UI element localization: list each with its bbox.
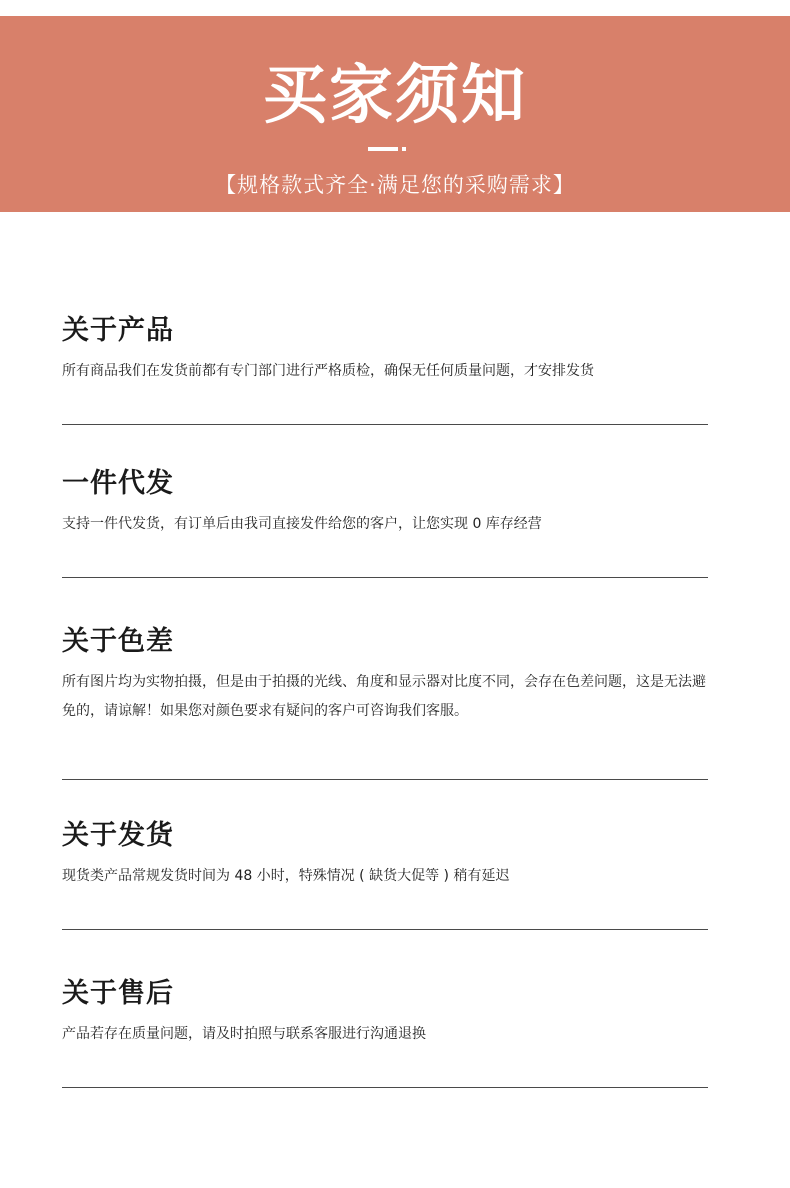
section-text: 现货类产品常规发货时间为 48 小时，特殊情况 ( 缺货大促等 ) 稍有延迟	[62, 868, 510, 884]
section-text: 所有商品我们在发货前都有专门部门进行严格质检，确保无任何质量问题，才安排发货	[62, 363, 594, 379]
section-divider	[62, 424, 708, 425]
section-title: 一件代发	[62, 468, 174, 499]
section-divider	[62, 577, 708, 578]
page-title: 买家须知	[263, 58, 527, 133]
section-text: 产品若存在质量问题，请及时拍照与联系客服进行沟通退换	[62, 1026, 426, 1042]
section-divider	[62, 779, 708, 780]
section-title: 关于产品	[62, 315, 174, 346]
section-title: 关于发货	[62, 820, 174, 851]
title-dash-decoration	[368, 147, 398, 151]
page-subtitle: 【规格款式齐全·满足您的采购需求】	[215, 173, 575, 197]
section-title: 关于色差	[62, 626, 174, 657]
title-dot-decoration	[402, 147, 406, 151]
section-divider	[62, 1087, 708, 1088]
section-divider	[62, 929, 708, 930]
header-banner	[0, 16, 790, 212]
section-text: 支持一件代发货，有订单后由我司直接发件给您的客户，让您实现 0 库存经营	[62, 516, 542, 532]
section-title: 关于售后	[62, 978, 174, 1009]
section-text: 所有图片均为实物拍摄，但是由于拍摄的光线、角度和显示器对比度不同，会存在色差问题，这是无法避免的，请谅解！如果您对颜色要求有疑问的客户可咨询我们客服。	[62, 674, 706, 719]
